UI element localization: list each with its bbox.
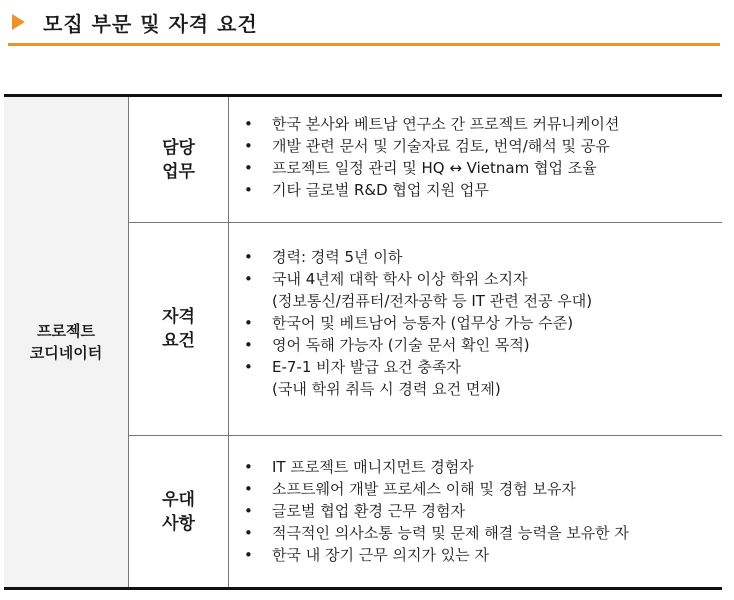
list-item	[244, 135, 714, 157]
item-text: 경력: 경력 5년 이하	[272, 248, 403, 266]
bullet-icon: •	[244, 524, 253, 542]
bullet-icon: •	[244, 270, 253, 288]
bullet-icon: •	[244, 480, 253, 498]
section-label-line: 담당	[162, 137, 195, 158]
preferred-list	[244, 456, 714, 566]
list-item	[244, 478, 714, 500]
role-label-line1: 프로젝트	[37, 322, 95, 340]
list-item	[244, 179, 714, 201]
item-text: 한국 본사와 베트남 연구소 간 프로젝트 커뮤니케이션	[272, 115, 620, 133]
item-text: 소프트웨어 개발 프로세스 이해 및 경험 보유자	[272, 480, 576, 498]
list-item	[244, 113, 714, 135]
list-item	[244, 246, 714, 268]
page-title: 모집 부문 및 자격 요건	[43, 11, 258, 36]
list-item	[244, 268, 714, 312]
section-label-line: 사항	[162, 513, 195, 534]
bullet-icon: •	[244, 115, 253, 133]
item-continuation: (국내 학위 취득 시 경력 요건 면제)	[272, 380, 501, 398]
list-item	[244, 500, 714, 522]
role-cell	[4, 97, 128, 587]
section-label-line: 우대	[162, 489, 195, 510]
requirements-table	[4, 94, 722, 590]
item-text: 한국 내 장기 근무 의지가 있는 자	[272, 546, 489, 564]
list-item	[244, 356, 714, 400]
section-label-line: 업무	[162, 161, 195, 182]
section-label-line: 요건	[162, 331, 195, 351]
list-item	[244, 334, 714, 356]
section-label-preferred	[129, 436, 228, 587]
list-item	[244, 522, 714, 544]
bullet-icon: •	[244, 546, 253, 564]
section-label-duties	[129, 97, 228, 222]
item-text: E-7-1 비자 발급 요건 충족자	[272, 358, 461, 376]
duties-list	[244, 113, 714, 201]
bullet-icon: •	[244, 159, 253, 177]
bullet-icon: •	[244, 502, 253, 520]
table-bottom-border	[4, 587, 722, 590]
triangle-arrow-icon	[12, 14, 25, 30]
item-text: IT 프로젝트 매니지먼트 경험자	[272, 458, 474, 476]
bullet-icon: •	[244, 181, 253, 199]
item-continuation: (정보통신/컴퓨터/전자공학 등 IT 관련 전공 우대)	[272, 292, 593, 310]
item-text: 프로젝트 일정 관리 및 HQ ↔ Vietnam 협업 조율	[272, 159, 597, 177]
item-text: 한국어 및 베트남어 능통자 (업무상 가능 수준)	[272, 314, 574, 332]
item-text: 국내 4년제 대학 학사 이상 학위 소지자	[272, 270, 528, 288]
item-text: 개발 관련 문서 및 기술자료 검토, 번역/해석 및 공유	[272, 137, 610, 155]
item-text: 기타 글로벌 R&D 협업 지원 업무	[272, 181, 489, 199]
bullet-icon: •	[244, 358, 253, 376]
bullet-icon: •	[244, 137, 253, 155]
bullet-icon: •	[244, 458, 253, 476]
bullet-icon: •	[244, 336, 253, 354]
list-item	[244, 312, 714, 334]
section-label-line: 자격	[162, 307, 195, 327]
section-label-qualifications	[129, 223, 228, 435]
item-text: 글로벌 협업 환경 근무 경험자	[272, 502, 465, 520]
list-item	[244, 544, 714, 566]
section-header	[12, 6, 258, 38]
item-text: 적극적인 의사소통 능력 및 문제 해결 능력을 보유한 자	[272, 524, 629, 542]
header-divider	[8, 43, 720, 46]
role-label-line2: 코디네이터	[29, 344, 103, 362]
list-item	[244, 456, 714, 478]
bullet-icon: •	[244, 314, 253, 332]
column-divider	[228, 97, 229, 587]
qualifications-list	[244, 246, 714, 400]
list-item	[244, 157, 714, 179]
bullet-icon: •	[244, 248, 253, 266]
item-text: 영어 독해 가능자 (기술 문서 확인 목적)	[272, 336, 530, 354]
